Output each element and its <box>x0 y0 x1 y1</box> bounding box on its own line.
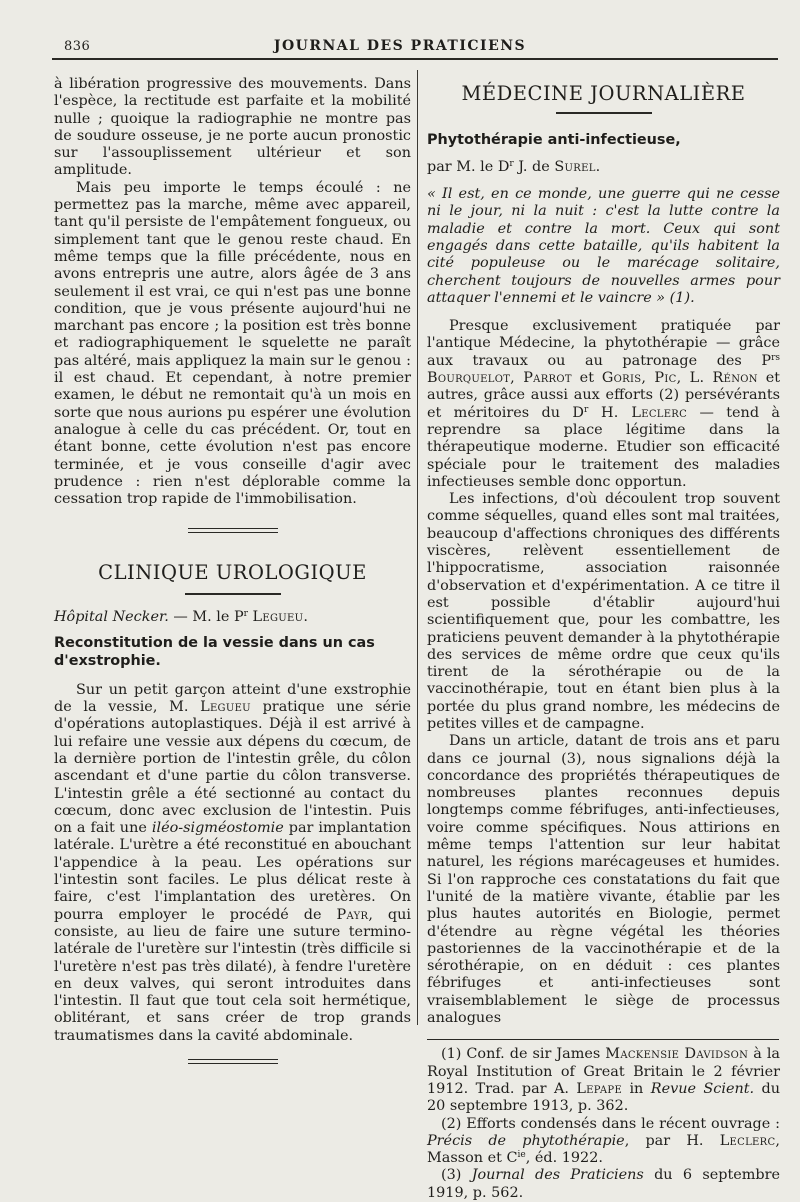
continued-paragraph: à libération progressive des mouvements. Dans l'espèce, la rectitude est parfaite et la mobilité nulle ; quoique la radiographie ne montre pas de soudure osseuse, je ne porte aucun pronostic sur l'assouplissement ultérieur et son amplitude. <box>54 76 411 179</box>
header-rule <box>52 58 778 60</box>
hospital-line: Hôpital Necker. — M. le $P^r$ Legueu. <box>54 608 309 625</box>
paragraph-infections: Les infections, d'où découlent trop souvent comme séquelles, quand elles sont mal traitées, beaucoup d'affections chroniques des différents viscères, relèvent essentiellement de l'hippocratisme, association raisonnée d'observation et d'expérimentation. A ce titre il est possible d'établir aujourd'hui scientifiquement que, pour les combattre, les praticiens peuvent demander à la phytothérapie des services de même ordre que ceux qu'ils tirent de la sérothérapie ou de la vaccinothérapie, tout en étant bien plus à la portée du plus grand nombre, les médecins de petites villes et de campagne. <box>427 491 780 732</box>
running-head <box>0 0 800 64</box>
page-number: 836 <box>64 39 91 54</box>
author-name: Surel. <box>554 158 601 175</box>
left-column <box>54 76 411 1064</box>
article-title-vessie: Reconstitution de la vessie dans un cas d'exstrophie. <box>54 635 375 669</box>
article-body-vessie: Sur un petit garçon atteint d'une exstrophie de la vessie, M. Legueu pratique une série d'opérations autoplastiques. Déjà il est arrivé à lui refaire une vessie aux dépens du cœcum, de la dernière portion de l'intestin grêle, du côlon ascendant et d'une partie du côlon transverse. L'intestin grêle a été sectionné au contact du cœcum, donc avec exclusion de l'intestin. Puis on a fait une iléo-sigméostomie par implantation latérale. L'urètre a été reconstitué en abouchant l'appendice à la peau. Les opérations sur l'intestin sont faciles. Le plus délicat reste à faire, c'est l'implantation des uretères. On pourra employer le procédé de Payr, qui consiste, au lieu de faire une suture termino-latérale de l'uretère sur l'intestin (très difficile si l'uretère n'est pas très dilaté), à fendre l'uretère en deux valves, qui seront introduites dans l'intestin. Il faut que tout cela soit hermétique, oblitérant, et sans créer de trop grands traumatismes dans la cavité abdominale. <box>54 681 411 1044</box>
footnote-2: (2) Efforts condensés dans le récent ouvrage : Précis de phytothérapie, par H. Leclerc, Masson et $C^{ie}$, éd. 1922. <box>427 1115 780 1167</box>
epigraph-quote: « Il est, en ce monde, une guerre qui ne cesse ni le jour, ni la nuit : c'est la lutte contre la maladie et contre la mort. Ceux qui sont engagés dans cette bataille, qu'ils habitent la cité populeuse ou le marécage solitaire, cherchent toujours de nouvelles armes pour attaquer l'ennemi et le vaincre » (1). <box>427 186 780 306</box>
column-divider <box>417 70 418 1025</box>
right-column <box>427 76 780 1202</box>
section-heading-clinique: CLINIQUE UROLOGIQUE <box>98 561 367 585</box>
paragraph-article: Dans un article, datant de trois ans et paru dans ce journal (3), nous signalions déjà la concordance des propriétés thérapeutiques de nombreuses plantes reconnues depuis longtemps comme fébrifuges, anti-infectieuses, voire comme spécifiques. Nous attirions en même temps l'attention sur leur habitat naturel, les régions marécageuses et humides. Si l'on rapproche ces constatations du fait que l'unité de la matière vivante, établie par les plus hautes autorités en Biologie, permet d'étendre au règne végétal les théories pastoriennes de la vaccinothérapie et de la sérothérapie, on en déduit : ces plantes fébrifuges et anti-infectieuses sont vraisemblablement le siège de processus analogues <box>427 733 780 1027</box>
footnote-3: (3) Journal des Praticiens du 6 septembre 1919, p. 562. <box>427 1167 780 1201</box>
section-heading-medecine: MÉDECINE JOURNALIÈRE <box>461 82 746 105</box>
professor-name: Legueu. <box>252 608 309 625</box>
footnote-1: (1) Conf. de sir James Mackensie Davidson à la Royal Institution of Great Britain le 2 février 1912. Trad. par A. Lepape in Revue Scient. du 20 septembre 1913, p. 362. <box>427 1046 781 1115</box>
article-title-phytotherapie: Phytothérapie anti-infectieuse, <box>427 131 681 148</box>
paragraph-intro: Presque exclusivement pratiquée par l'antique Médecine, la phytothérapie — grâce aux travaux ou au patronage des $P^{rs}$ Bourquelot, Parrot et Goris, Pic, L. Rénon et autres, grâce aussi aux efforts (2) persévérants et méritoires du $D^r$ H. Leclerc — tend à reprendre sa place légitime dans la thérapeutique moderne. Etudier son efficacité spéciale pour le traitement des maladies infectieuses semble donc opportun. <box>427 318 780 490</box>
hospital-name: Hôpital Necker. <box>54 608 169 625</box>
paragraph-immobilisation: Mais peu importe le temps écoulé : ne permettez pas la marche, même avec appareil, tant qu'il persiste de l'empâtement fongueux, ou simplement tant que le genou reste chaud. En même temps que la fille précédente, nous en avons entrepris une autre, alors âgée de 3 ans seulement il est vrai, ce qui n'est pas une bonne condition, que je vous présente aujourd'hui ne marchant pas encore ; la position est très bonne et radiographiquement le squelette ne paraît pas altéré, mais appliquez la main sur le genou : il est chaud. Et cependant, à notre premier examen, le début ne remontait qu'à un mois en sorte que nous aurions pu espérer une évolution analogue à celle du cas précédent. Or, tout en étant bonne, cette évolution n'est pas encore terminée, et je vous conseille d'agir avec prudence : rien n'est déplorable comme la cessation trop rapide de l'immobilisation. <box>54 179 411 508</box>
journal-title: JOURNAL DES PRATICIENS <box>273 38 527 54</box>
author-byline: par M. le $D^r$ J. de Surel. <box>427 158 601 175</box>
end-separator <box>188 1059 278 1064</box>
